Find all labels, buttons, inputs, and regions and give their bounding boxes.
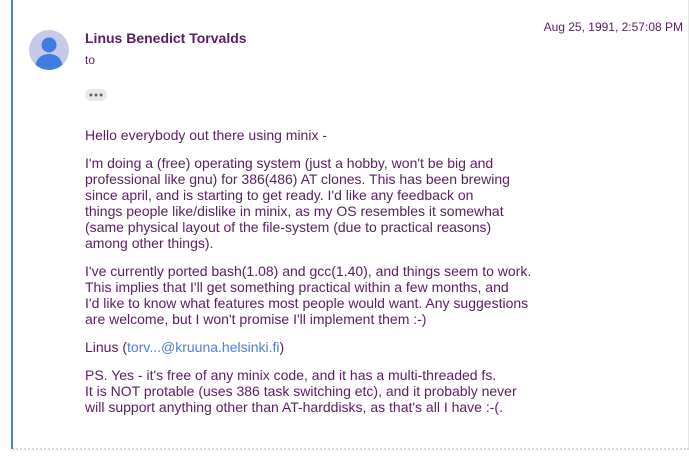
card-bottom-divider <box>13 448 689 450</box>
message-timestamp: Aug 25, 1991, 2:57:08 PM <box>543 20 683 34</box>
message-body <box>85 127 675 415</box>
avatar[interactable] <box>29 30 69 70</box>
signature-name: Linus <box>85 339 119 355</box>
thread-accent-bar <box>11 0 13 449</box>
signature-close-paren: ) <box>279 339 285 355</box>
body-postscript: PS. Yes - it's free of any minix code, and it has a multi-threaded fs. It is NOT protable (uses 386 task switching etc), and it probably never will support anything other than AT-harddisks, as that's all I have :-(. <box>85 367 517 415</box>
signature-open-paren: ( <box>118 339 128 355</box>
recipient-line: to <box>85 53 96 67</box>
sender-name[interactable]: Linus Benedict Torvalds <box>85 30 247 46</box>
sender-email-link[interactable]: torv...@kruuna.helsinki.fi <box>127 339 280 355</box>
body-paragraph-1: I'm doing a (free) operating system (just a hobby, won't be big and professional like gnu) for 386(486) AT clones. This has been brewing since april, and is starting to get ready. I'd like any feedback on things people like/dislike in minix, as my OS resembles it somewhat (same physical layout of the file-system (due to practical reasons) among other things). <box>85 155 510 251</box>
show-trimmed-content-button[interactable] <box>85 89 107 101</box>
ellipsis-icon <box>89 93 103 97</box>
body-signature <box>85 339 675 355</box>
person-icon <box>29 30 69 70</box>
body-paragraph-2: I've currently ported bash(1.08) and gcc(1.40), and things seem to work. This implies that I'll get something practical within a few months, and I'd like to know what features most people would want. Any suggestions are welcome, but I won't promise I'll implement them :-) <box>85 263 532 327</box>
body-greeting: Hello everybody out there using minix - <box>85 127 328 143</box>
